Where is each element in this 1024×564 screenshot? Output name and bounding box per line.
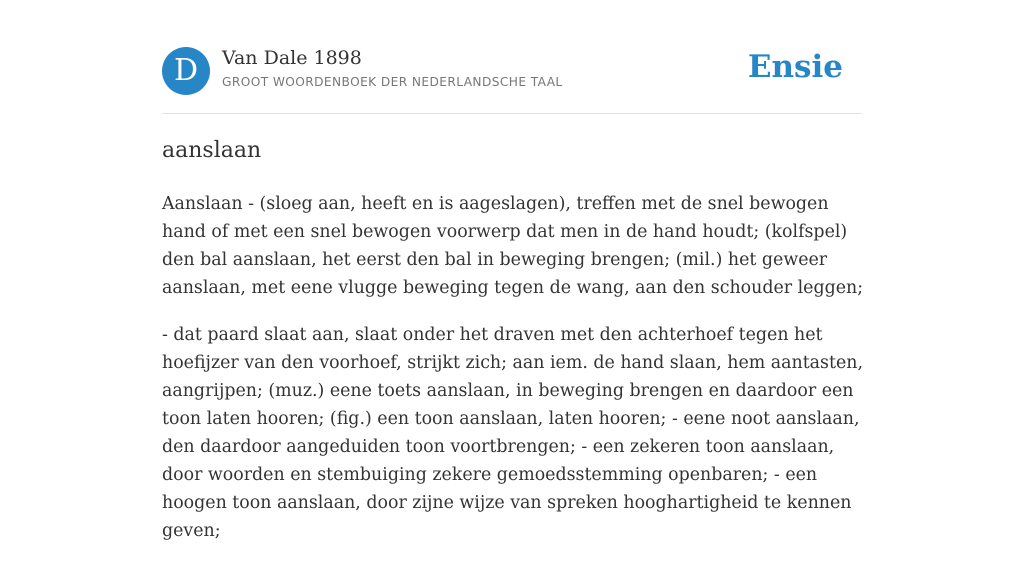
definition-body: [162, 190, 864, 564]
source-subtitle: GROOT WOORDENBOEK DER NEDERLANDSCHE TAAL: [222, 75, 563, 89]
entry-title: aanslaan: [162, 138, 262, 163]
definition-paragraph: - dat paard slaat aan, slaat onder het draven met den achterhoef tegen het hoefijzer van den voorhoef, strijkt zich; aan iem. de hand slaan, hem aantasten, aangrijpen; (muz.) eene toets aanslaan, in beweging brengen en daardoor een toon laten hooren; (fig.) een toon aanslaan, laten hooren; - eene noot aanslaan, den daardoor aangeduiden toon voortbrengen; - een zekeren toon aanslaan, door woorden en stembuiging zekere gemoedsstemming openbaren; - een hoogen toon aanslaan, door zijne wijze van spreken hooghartigheid te kennen geven;: [162, 325, 863, 541]
header-divider: [162, 113, 862, 114]
source-avatar[interactable]: D: [162, 47, 210, 95]
source-title[interactable]: Van Dale 1898: [222, 47, 362, 69]
site-header: [162, 46, 862, 96]
definition-paragraph: Aanslaan - (sloeg aan, heeft en is aageslagen), treffen met de snel bewogen hand of met een snel bewogen voorwerp dat men in de hand houdt; (kolfspel) den bal aanslaan, het eerst den bal in beweging brengen; (mil.) het geweer aanslaan, met eene vlugge beweging tegen de wang, aan den schouder leggen;: [162, 194, 864, 298]
ensie-logo[interactable]: Ensie: [747, 49, 843, 85]
